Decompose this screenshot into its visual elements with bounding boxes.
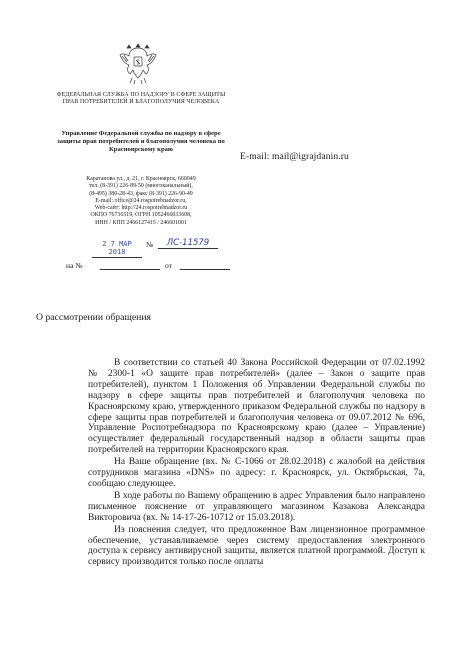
address-block <box>56 176 226 227</box>
letter-subject: О рассмотрении обращения <box>36 312 151 323</box>
registration-date-stamp: 2 7 МАР 2018 <box>92 240 142 258</box>
agency-name: ФЕДЕРАЛЬНАЯ СЛУЖБА ПО НАДЗОРУ В СФЕРЕ ЗАЩИТЫ ПРАВ ПОТРЕБИТЕЛЕЙ И БЛАГОПОЛУЧИЯ ЧЕЛОВЕКА <box>56 92 226 106</box>
reference-number-line <box>100 269 160 270</box>
registration-row <box>92 240 232 254</box>
reference-date-label: от <box>165 261 173 270</box>
address-line: ИНН / КПП 2466127415 / 246601001 <box>95 219 187 226</box>
coat-of-arms-icon <box>118 40 158 86</box>
reference-row <box>66 261 236 273</box>
office-name: Управление Федеральной службы по надзору в сфере защиты прав потребителей и благополучия человека по Красноярскому краю <box>57 130 225 154</box>
recipient-email: E-mail: mail@igrajdanin.ru <box>240 151 349 162</box>
address-line: (8-495) 380-28-43, факс (8-391) 226-90-49 <box>89 190 193 197</box>
body-paragraph: В соответствии со статьей 40 Закона Российской Федерации от 07.02.1992 № 2300-1 «О защите прав потребителей» (далее – Закон о защите прав потребителей), пунктом 1 Положения об Управлении Федеральной службы по надзору в сфере защиты прав потребителей и благополучия человека по Красноярскому краю, утвержденного приказом Федеральной службы по надзору в сфере защиты прав потребителей и благополучия человека от 09.07.2012 № 696, Управление Роспотребнадзора по Красноярскому краю (далее – Управление) осуществляет федеральный государственный надзор в области защиты прав потребителей на территории Красноярского края. <box>88 358 425 456</box>
address-line: Каратанова ул., д. 21, г. Красноярск, 660049 <box>86 176 196 182</box>
reference-number-label: на № <box>66 261 83 270</box>
letter-body <box>88 358 425 569</box>
address-line: E-mail: office@24.rospotrebnadzor.ru, <box>95 197 187 204</box>
registration-number: ЛС-11579 <box>158 238 218 249</box>
body-paragraph: В ходе работы по Вашему обращению в адрес Управления было направлено письменное пояснение от управляющего магазином Казакова Александра Викторовича (вх. № 14-17-26-10712 от 15.03.2018). <box>88 490 425 523</box>
reference-date-line <box>180 269 230 270</box>
address-line: ОКПО 76736519, ОГРН 1052466033608, <box>90 212 192 219</box>
body-paragraph: На Ваше обращение (вх. № С-1066 от 28.02.2018) с жалобой на действия сотрудников магазина «DNS» по адресу: г. Красноярск, ул. Октябрьская, 7а, сообщаю следующее. <box>88 457 425 489</box>
address-line: Web-сайт: http://24.rospotrebnadzor.ru <box>94 205 188 212</box>
body-paragraph: Из пояснения следует, что предложенное Вам лицензионное программное обеспечение, устанавливаемое через систему предоставления электронного доступа к сервису антивирусной защиты, является платной программой. Доступ к сервису производится только после оплаты <box>88 524 425 568</box>
address-line: тел. (8-391) 226-89-50 (многоканальный), <box>89 183 193 190</box>
registration-number-label: № <box>146 240 154 249</box>
